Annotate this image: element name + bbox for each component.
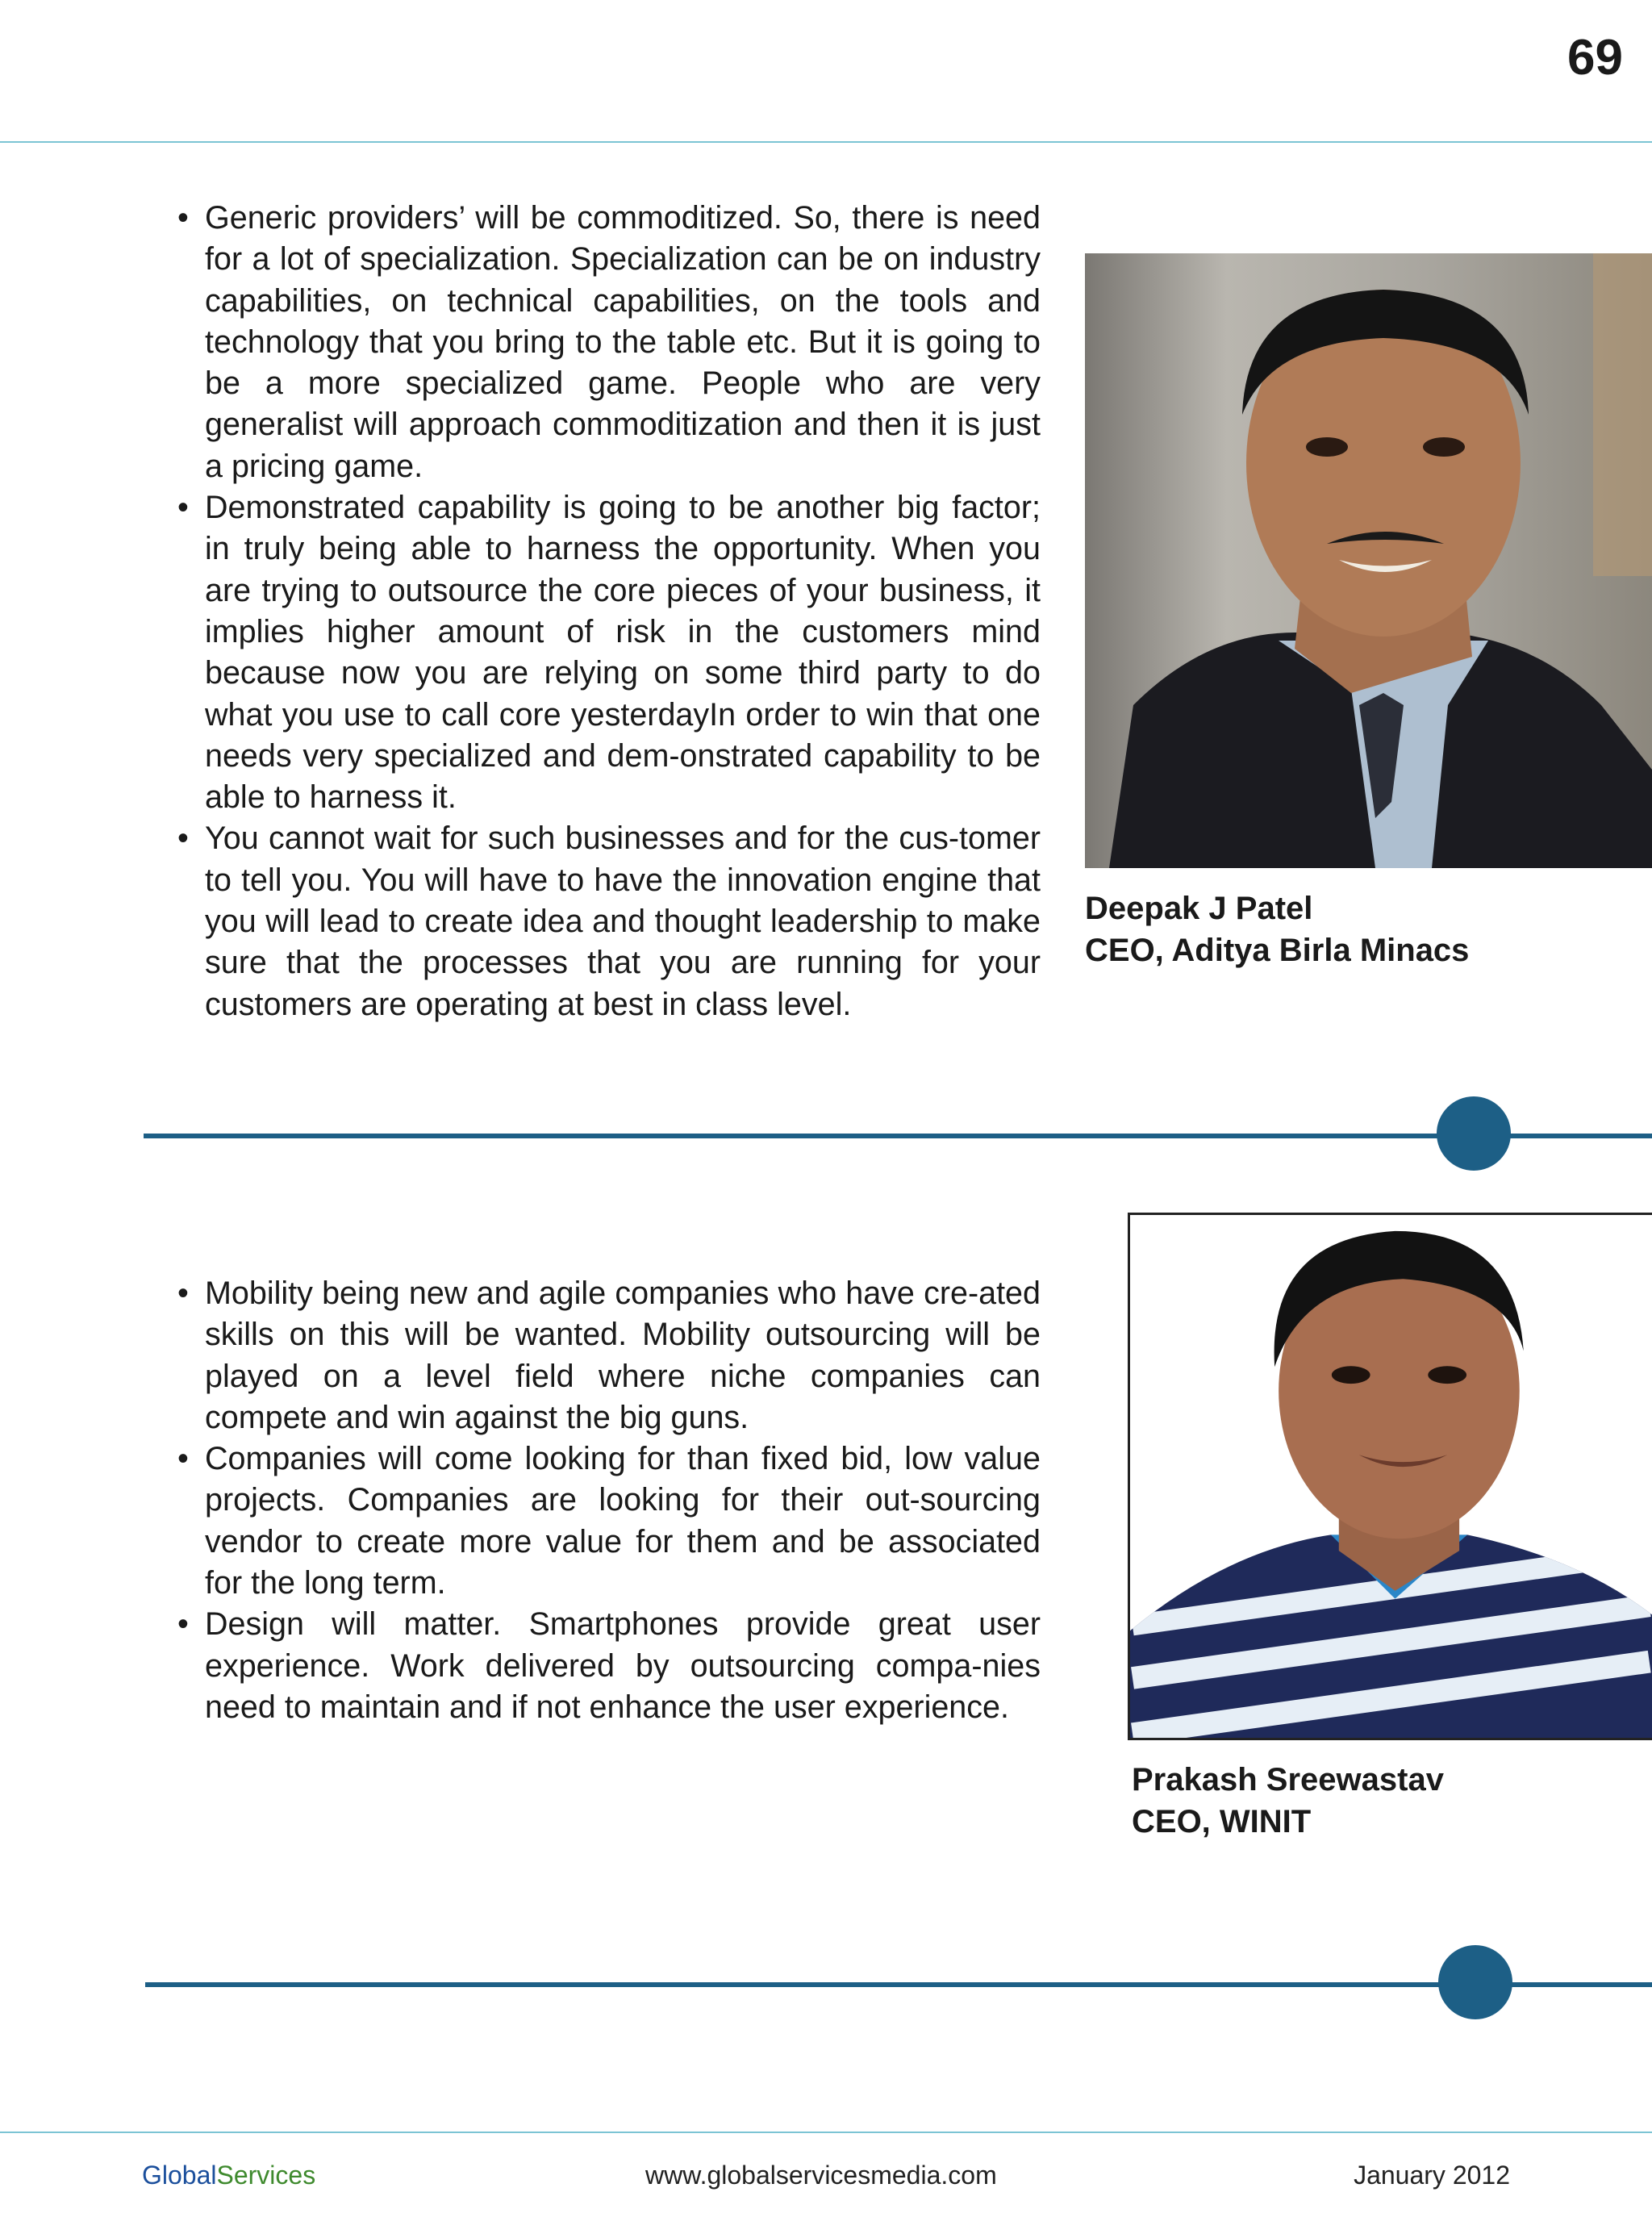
bullet-icon: •	[177, 490, 189, 526]
header-rule	[0, 141, 1652, 143]
caption-prakash-sreewastav	[1132, 1759, 1444, 1843]
bullet-item	[174, 818, 1041, 1025]
divider-circle-icon	[1437, 1096, 1511, 1171]
section2-bullet-list	[174, 1273, 1041, 1728]
bullet-text: Companies will come looking for than fixed bid, low value projects. Companies are looking for their out-sourcing vendor to create more value for them and be associated for the long term.	[205, 1441, 1041, 1601]
caption-title: CEO, WINIT	[1132, 1804, 1312, 1839]
page-number: 69	[1567, 30, 1623, 86]
section1-bullet-list	[174, 198, 1041, 1025]
brand-part-global: Global	[142, 2161, 217, 2190]
portrait-photo-prakash-sreewastav	[1128, 1213, 1652, 1740]
bullet-item	[174, 198, 1041, 487]
brand-part-services: Services	[216, 2161, 316, 2190]
bullet-icon: •	[177, 1606, 189, 1643]
bullet-text: You cannot wait for such businesses and for the cus-tomer to tell you. You will have to have the innovation engine that you will lead to create idea and thought leadership to make sure that the processes that you are running for your customers are operating at best in class level.	[205, 820, 1041, 1022]
bullet-text: Demonstrated capability is going to be another big factor; in truly being able to harness the opportunity. When you are trying to outsource the core pieces of your business, it implies higher amount of risk in the customers mind because now you are relying on some third party to do what you use to call core yesterdayIn order to win that one needs very specialized and dem-onstrated capability to be able to harness it.	[205, 490, 1041, 816]
section-divider	[145, 1982, 1652, 1987]
footer-date: January 2012	[1354, 2161, 1510, 2190]
portrait-illustration	[1130, 1215, 1652, 1738]
bullet-icon: •	[177, 820, 189, 857]
bullet-item	[174, 1604, 1041, 1728]
bullet-icon: •	[177, 1441, 189, 1477]
bullet-text: Mobility being new and agile companies who have cre-ated skills on this will be wanted. Mobility outsourcing will be played on a level field where niche companies can compete and win against the big guns.	[205, 1276, 1041, 1435]
bullet-item	[174, 1273, 1041, 1438]
bullet-icon: •	[177, 200, 189, 236]
portrait-photo-deepak-patel	[1085, 253, 1652, 868]
caption-title: CEO, Aditya Birla Minacs	[1085, 933, 1470, 968]
footer-url: www.globalservicesmedia.com	[645, 2161, 997, 2190]
caption-name: Prakash Sreewastav	[1132, 1762, 1444, 1797]
bullet-icon: •	[177, 1276, 189, 1311]
bullet-item	[174, 1438, 1041, 1604]
footer-rule	[0, 2132, 1652, 2133]
bullet-item	[174, 487, 1041, 818]
caption-deepak-patel	[1085, 887, 1469, 971]
caption-name: Deepak J Patel	[1085, 891, 1313, 926]
bullet-text: Design will matter. Smartphones provide great user experience. Work delivered by outsourcing compa-nies need to maintain and if not enhance the user experience.	[205, 1606, 1041, 1725]
divider-circle-icon	[1438, 1945, 1512, 2019]
bullet-text: Generic providers’ will be commoditized. So, there is need for a lot of specialization. Specialization can be on industry capabilities, on technical capabilities, on the tools and technology that you bring to the table etc. But it is going to be a more specialized game. People who are very generalist will approach commoditization and then it is just a pricing game.	[205, 200, 1041, 484]
portrait-illustration	[1085, 253, 1652, 868]
section-divider	[144, 1134, 1652, 1138]
footer-brand	[142, 2161, 315, 2190]
